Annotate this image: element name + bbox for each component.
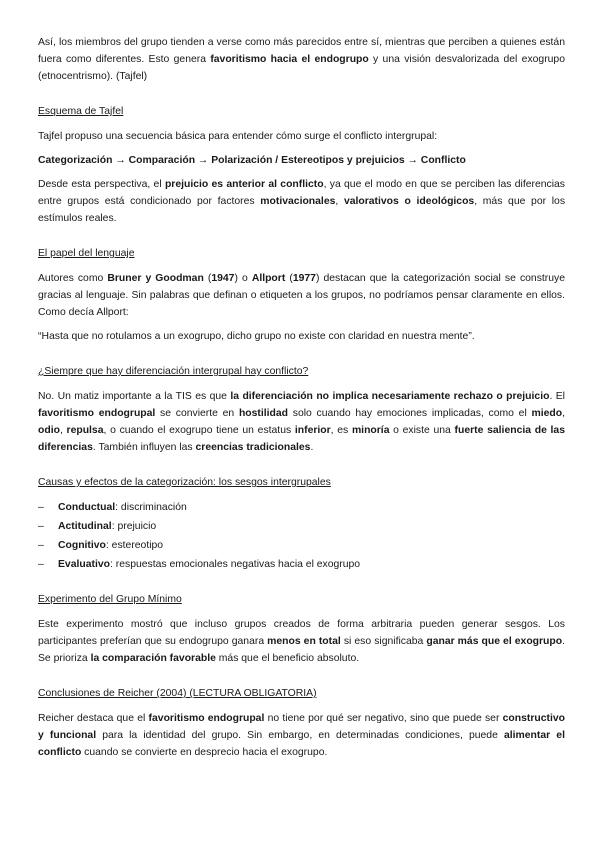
tajfel-paragraph-1: Tajfel propuso una secuencia básica para entender cómo surge el conflicto intergrupal: (38, 131, 438, 142)
tajfel-sequence: Categorización → Comparación → Polarización / Estereotipos y prejuicios → Conflicto (38, 155, 466, 166)
heading-papel-lenguaje: El papel del lenguaje (38, 248, 135, 259)
heading-grupo-minimo: Experimento del Grupo Mínimo (38, 594, 182, 605)
intro-paragraph: Así, los miembros del grupo tienden a verse como más parecidos entre sí, mientras que perciben a quienes están fuera como diferentes. Esto genera favoritismo hacia el endogrupo y una visión desvalorizada del exogrupo (etnocentrismo). (Tajfel) (38, 37, 565, 82)
dash-bullet: – (38, 540, 44, 551)
list-item: – Conductual: discriminación (38, 499, 565, 516)
heading-siempre-conflicto: ¿Siempre que hay diferenciación intergrupal hay conflicto? (38, 366, 309, 377)
heading-sesgos-intergrupales: Causas y efectos de la categorización: los sesgos intergrupales (38, 477, 331, 488)
heading-reicher: Conclusiones de Reicher (2004) (LECTURA OBLIGATORIA) (38, 688, 317, 699)
dash-bullet: – (38, 521, 44, 532)
sesgos-list (38, 499, 565, 573)
experimento-paragraph: Este experimento mostró que incluso grupos creados de forma arbitraria pueden generar sesgos. Los participantes preferían que su endogrupo ganara menos en total si eso significaba ganar más que el exogrupo. Se prioriza la comparación favorable más que el beneficio absoluto. (38, 619, 565, 664)
list-item: – Actitudinal: prejuicio (38, 518, 565, 535)
allport-quote: “Hasta que no rotulamos a un exogrupo, dicho grupo no existe con claridad en nuestra mente”. (38, 331, 475, 342)
dash-bullet: – (38, 502, 44, 513)
tajfel-paragraph-2: Desde esta perspectiva, el prejuicio es anterior al conflicto, ya que el modo en que se perciben las diferencias entre grupos está condicionado por factores motivacionales, valorativos o ideológicos, más que por los estímulos reales. (38, 179, 566, 224)
list-item: – Cognitivo: estereotipo (38, 537, 565, 554)
conflicto-paragraph: No. Un matiz importante a la TIS es que la diferenciación no implica necesariamente rechazo o prejuicio. El favoritismo endogrupal se convierte en hostilidad solo cuando hay emociones implicadas, como el miedo, odio, repulsa, o cuando el exogrupo tiene un estatus inferior, es minoría o existe una fuerte saliencia de las diferencias. También influyen las creencias tradicionales. (38, 391, 565, 453)
lenguaje-paragraph: Autores como Bruner y Goodman (1947) o Allport (1977) destacan que la categorización social se construye gracias al lenguaje. Sin palabras que definan o etiqueten a los grupos, no podríamos pensar claramente en ellos. Como decía Allport: (38, 273, 566, 318)
heading-esquema-tajfel: Esquema de Tajfel (38, 106, 124, 117)
list-item: – Evaluativo: respuestas emocionales negativas hacia el exogrupo (38, 556, 565, 573)
reicher-paragraph: Reicher destaca que el favoritismo endogrupal no tiene por qué ser negativo, sino que puede ser constructivo y funcional para la identidad del grupo. Sin embargo, en determinadas condiciones, puede alimentar el conflicto cuando se convierte en desprecio hacia el exogrupo. (38, 713, 566, 758)
dash-bullet: – (38, 559, 44, 570)
